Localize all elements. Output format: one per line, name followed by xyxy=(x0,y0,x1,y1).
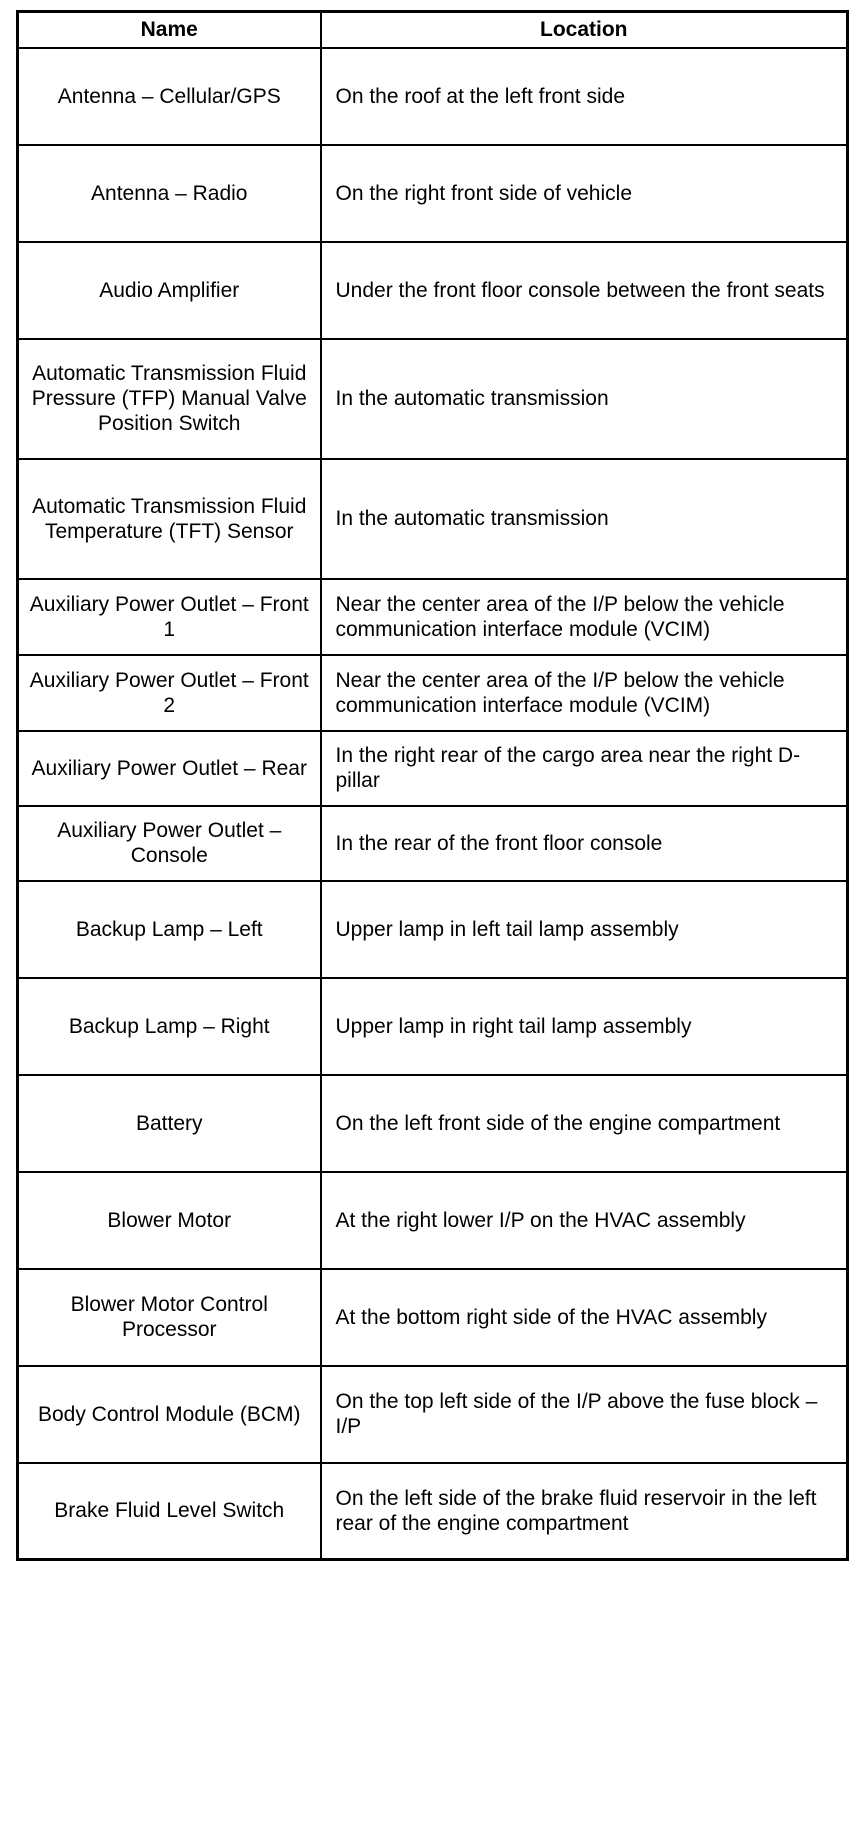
component-location-table-wrapper xyxy=(16,10,846,1561)
component-location: Near the center area of the I/P below the vehicle communication interface module (VCIM) xyxy=(321,579,848,655)
component-name: Backup Lamp – Left xyxy=(18,881,321,978)
location-column-header: Location xyxy=(321,12,848,48)
table-row xyxy=(18,145,848,242)
component-location: In the automatic transmission xyxy=(321,459,848,579)
component-name: Blower Motor Control Processor xyxy=(18,1269,321,1366)
header-row xyxy=(18,12,848,48)
component-location: In the automatic transmission xyxy=(321,339,848,459)
table-row xyxy=(18,579,848,655)
component-location-table xyxy=(16,10,849,1561)
component-location: Near the center area of the I/P below the vehicle communication interface module (VCIM) xyxy=(321,655,848,731)
component-name: Auxiliary Power Outlet – Front 2 xyxy=(18,655,321,731)
component-location: On the left side of the brake fluid reservoir in the left rear of the engine compartment xyxy=(321,1463,848,1560)
table-row xyxy=(18,731,848,806)
table-row xyxy=(18,881,848,978)
component-name: Auxiliary Power Outlet – Front 1 xyxy=(18,579,321,655)
component-location: Upper lamp in right tail lamp assembly xyxy=(321,978,848,1075)
component-location: At the bottom right side of the HVAC assembly xyxy=(321,1269,848,1366)
component-name: Audio Amplifier xyxy=(18,242,321,339)
table-row xyxy=(18,459,848,579)
component-location: Under the front floor console between the front seats xyxy=(321,242,848,339)
component-name: Blower Motor xyxy=(18,1172,321,1269)
table-row xyxy=(18,1269,848,1366)
component-name: Antenna – Cellular/GPS xyxy=(18,48,321,145)
component-location: On the roof at the left front side xyxy=(321,48,848,145)
component-name: Auxiliary Power Outlet – Rear xyxy=(18,731,321,806)
component-name: Automatic Transmission Fluid Temperature (TFT) Sensor xyxy=(18,459,321,579)
table-row xyxy=(18,48,848,145)
component-name: Brake Fluid Level Switch xyxy=(18,1463,321,1560)
table-row xyxy=(18,1075,848,1172)
table-row xyxy=(18,806,848,881)
component-name: Body Control Module (BCM) xyxy=(18,1366,321,1463)
component-name: Battery xyxy=(18,1075,321,1172)
component-location: At the right lower I/P on the HVAC assembly xyxy=(321,1172,848,1269)
component-name: Auxiliary Power Outlet – Console xyxy=(18,806,321,881)
table-row xyxy=(18,339,848,459)
component-location: In the rear of the front floor console xyxy=(321,806,848,881)
name-column-header: Name xyxy=(18,12,321,48)
component-name: Antenna – Radio xyxy=(18,145,321,242)
table-row xyxy=(18,655,848,731)
component-location: On the left front side of the engine compartment xyxy=(321,1075,848,1172)
table-row xyxy=(18,1172,848,1269)
table-row xyxy=(18,1366,848,1463)
component-name: Backup Lamp – Right xyxy=(18,978,321,1075)
table-row xyxy=(18,978,848,1075)
component-location: In the right rear of the cargo area near the right D-pillar xyxy=(321,731,848,806)
component-location: On the top left side of the I/P above the fuse block – I/P xyxy=(321,1366,848,1463)
component-location: On the right front side of vehicle xyxy=(321,145,848,242)
table-row xyxy=(18,242,848,339)
component-name: Automatic Transmission Fluid Pressure (TFP) Manual Valve Position Switch xyxy=(18,339,321,459)
table-row xyxy=(18,1463,848,1560)
component-location: Upper lamp in left tail lamp assembly xyxy=(321,881,848,978)
